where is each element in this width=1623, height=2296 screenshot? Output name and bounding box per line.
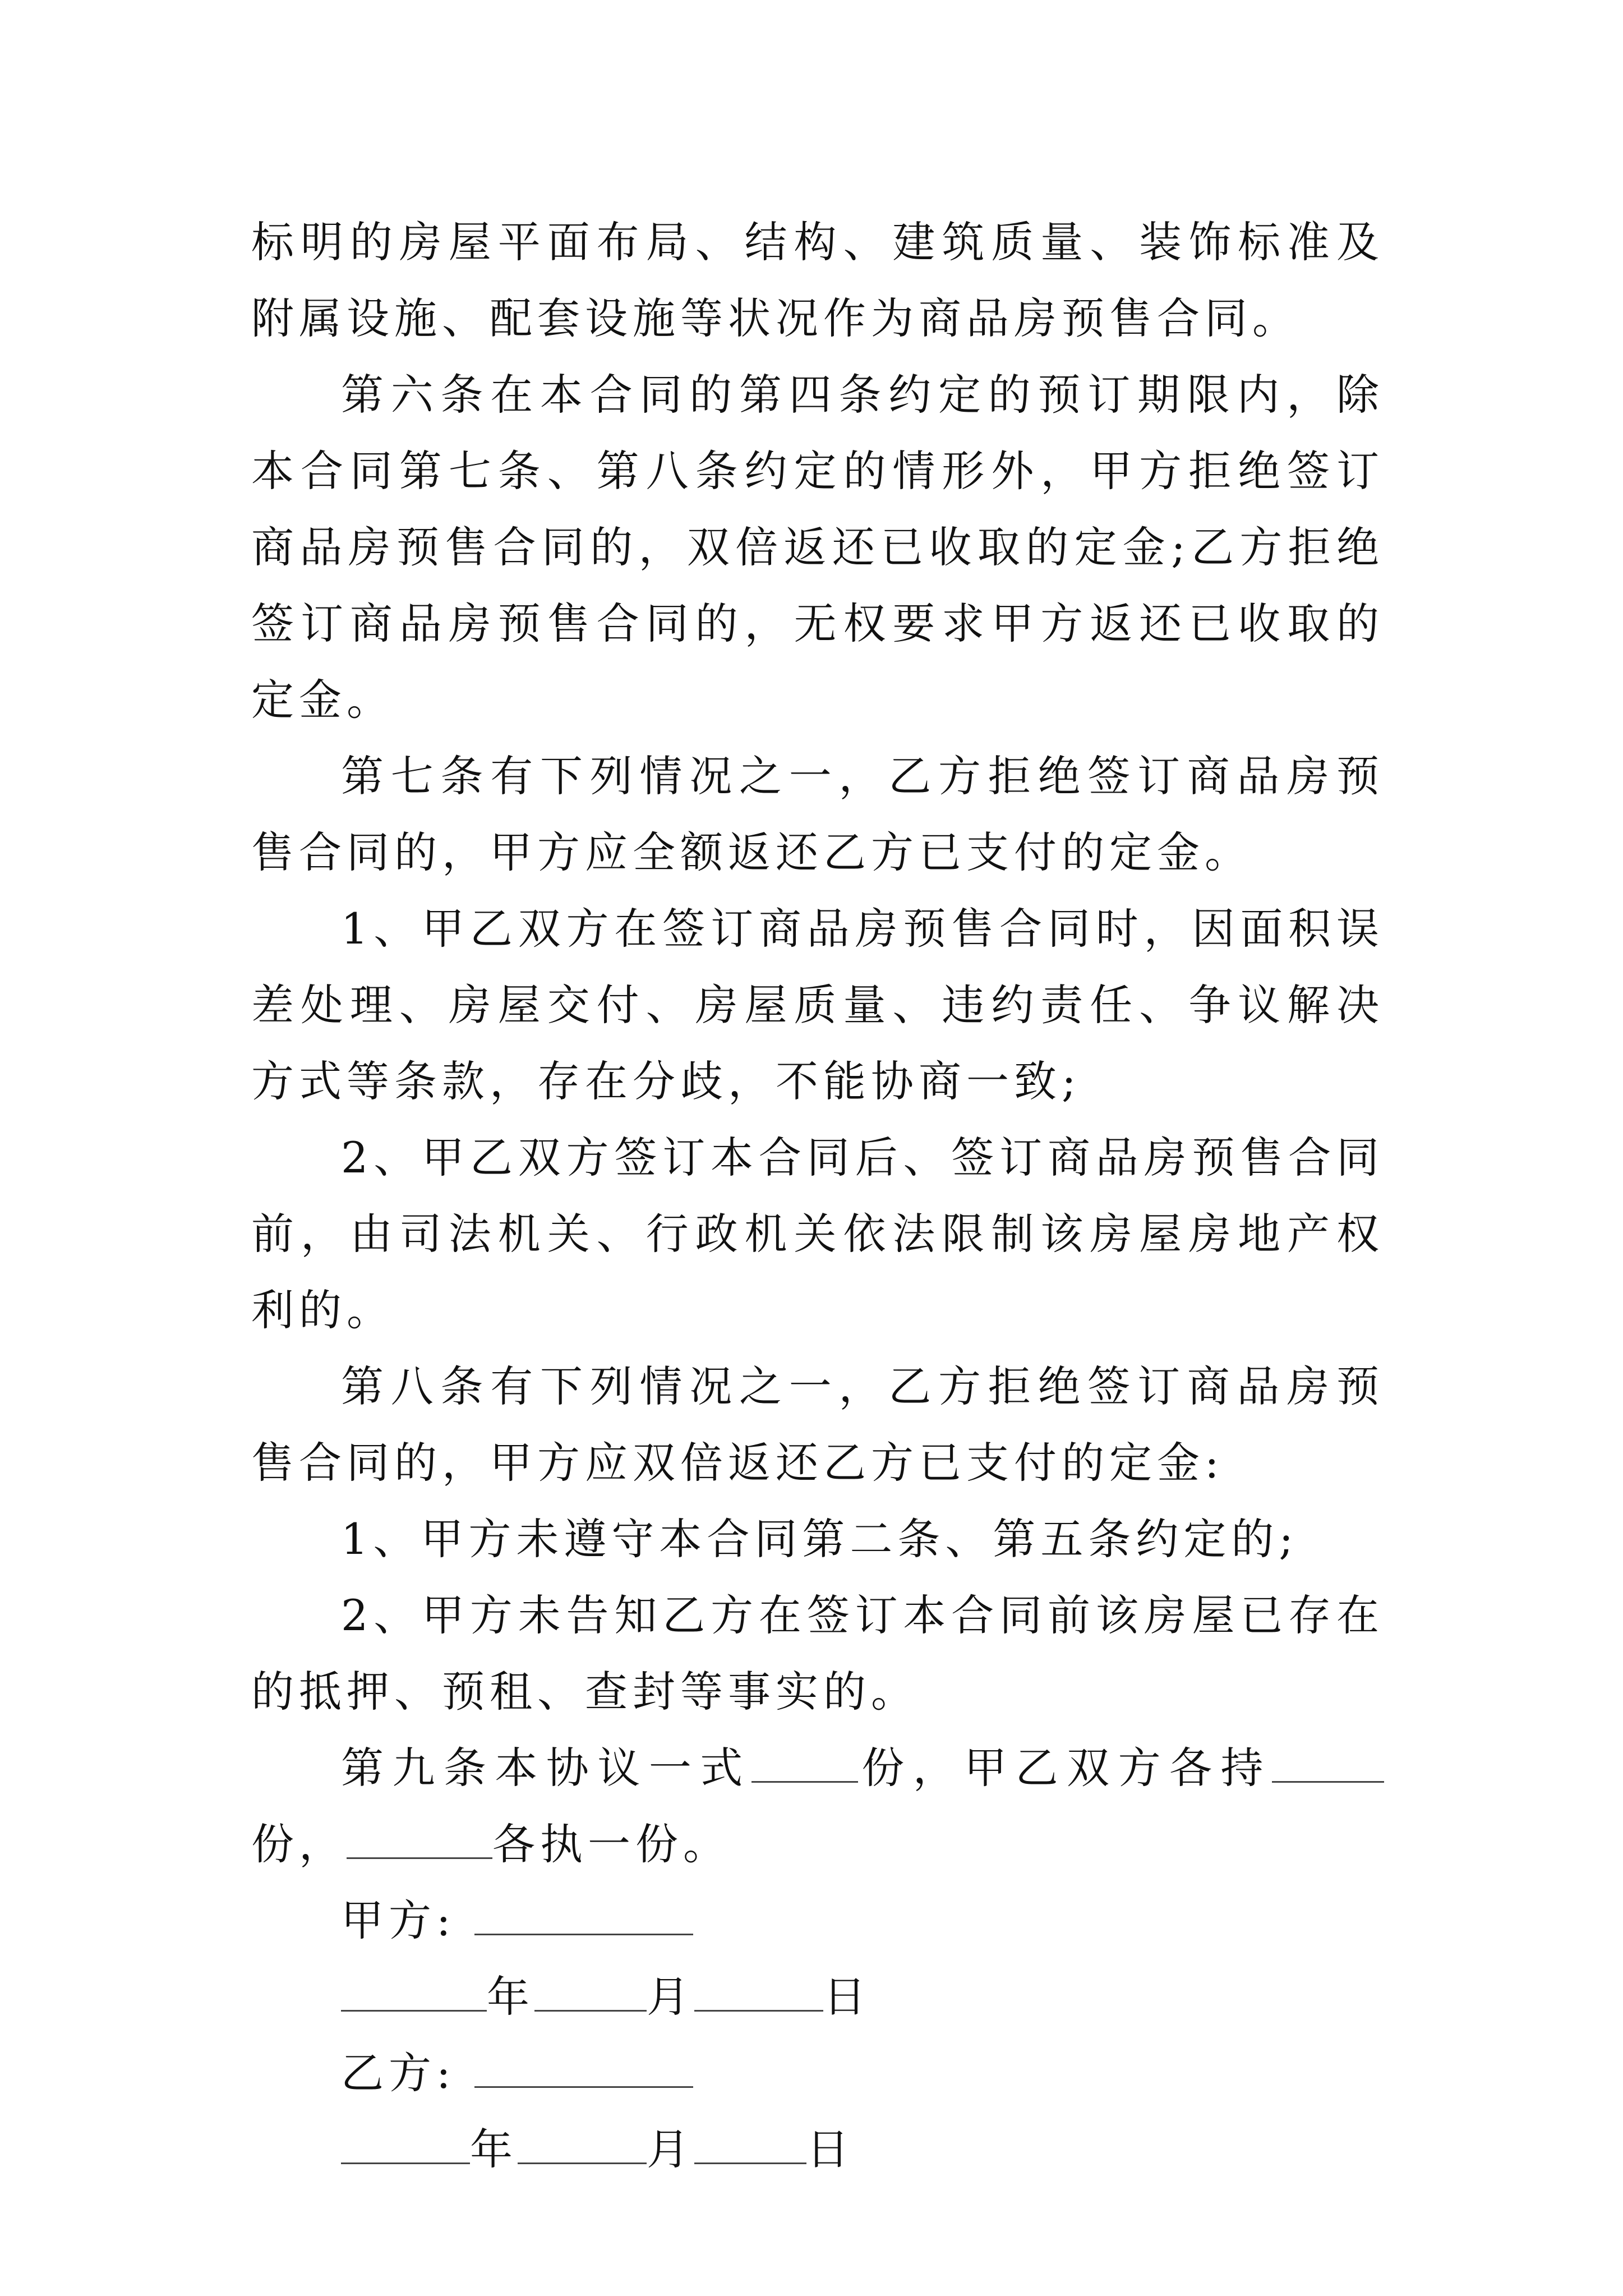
month-label: 月	[647, 1972, 694, 2022]
day-label: 日	[806, 2124, 854, 2174]
party-b-year-blank	[341, 2118, 470, 2164]
party-b-day-blank	[694, 2118, 806, 2164]
party-b-month-blank	[518, 2118, 647, 2164]
copies-total-blank	[751, 1736, 858, 1783]
contract-body	[251, 204, 1384, 2188]
paragraph-article-8-item-1: 1、甲方未遵守本合同第二条、第五条约定的;	[341, 1514, 1298, 1564]
paragraph-article-9	[251, 1730, 1384, 1883]
third-party-blank	[347, 1812, 492, 1859]
party-a-signature-blank	[474, 1889, 693, 1935]
party-a-month-blank	[534, 1965, 647, 2012]
party-a-label: 甲方:	[341, 1895, 456, 1945]
party-b-date-row	[251, 2111, 1384, 2188]
paragraph-facilities: 标明的房屋平面布局、结构、建筑质量、装饰标准及附属设施、配套设施等状况作为商品房预售合同。	[251, 217, 1384, 343]
copies-each-blank	[1272, 1736, 1384, 1783]
year-label: 年	[470, 2124, 518, 2174]
month-label: 月	[647, 2124, 694, 2174]
paragraph-article-8-item-2: 2、甲方未告知乙方在签订本合同前该房屋已存在的抵押、预租、查封等事实的。	[251, 1590, 1384, 1717]
party-a-day-blank	[694, 1965, 823, 2012]
party-b-row	[251, 2035, 1384, 2111]
article-9-text-2: 份，甲乙双方各持	[857, 1743, 1272, 1793]
day-label: 日	[823, 1972, 871, 2022]
paragraph-article-7: 第七条有下列情况之一，乙方拒绝签订商品房预售合同的，甲方应全额返还乙方已支付的定金。	[251, 751, 1384, 877]
party-b-signature-blank	[474, 2041, 693, 2088]
party-b-label: 乙方:	[341, 2048, 456, 2098]
paragraph-article-8: 第八条有下列情况之一，乙方拒绝签订商品房预售合同的，甲方应双倍返还乙方已支付的定金:	[251, 1361, 1384, 1488]
article-9-text-3: 份，	[251, 1819, 347, 1869]
party-a-year-blank	[341, 1965, 487, 2012]
article-9-text-1: 第九条本协议一式	[341, 1743, 751, 1793]
party-a-date-row	[251, 1959, 1384, 2035]
year-label: 年	[487, 1972, 534, 2022]
paragraph-article-7-item-2: 2、甲乙双方签订本合同后、签订商品房预售合同前，由司法机关、行政机关依法限制该房屋房地产权利的。	[251, 1133, 1384, 1335]
paragraph-article-6: 第六条在本合同的第四条约定的预订期限内，除本合同第七条、第八条约定的情形外，甲方拒绝签订商品房预售合同的，双倍返还已收取的定金;乙方拒绝签订商品房预售合同的，无权要求甲方返还已收取的定金。	[251, 370, 1384, 725]
paragraph-article-7-item-1: 1、甲乙双方在签订商品房预售合同时，因面积误差处理、房屋交付、房屋质量、违约责任、争议解决方式等条款，存在分歧，不能协商一致;	[251, 904, 1384, 1106]
article-9-text-4: 各执一份。	[492, 1819, 731, 1869]
party-a-row	[251, 1883, 1384, 1959]
